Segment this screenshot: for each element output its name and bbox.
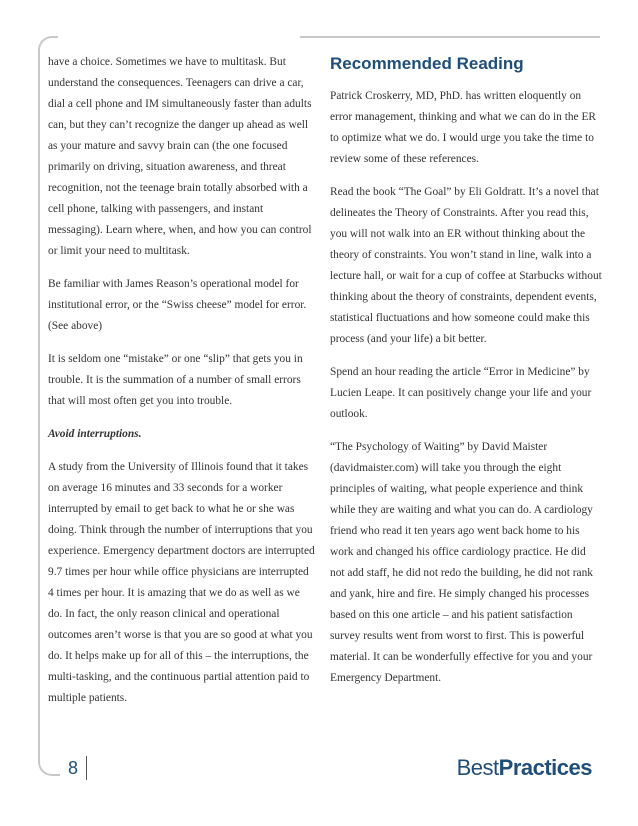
brand-logo-light: Best — [456, 755, 499, 780]
right-paragraph-3: Spend an hour reading the article “Error in Medicine” by Lucien Leape. It can positively change your life and your outlook. — [330, 366, 592, 420]
frame-top-line — [300, 36, 600, 38]
page-number: 8 — [68, 758, 79, 778]
brand-logo-bold: Practices — [498, 755, 592, 780]
subhead-avoid-interruptions: Avoid interruptions. — [48, 428, 142, 440]
right-paragraph-1: Patrick Croskerry, MD, PhD. has written eloquently on error management, thinking and what we can do in the ER to optimize what we do. I would urge you take the time to review some of these references. — [330, 90, 597, 165]
page-footer — [0, 755, 638, 785]
frame-left-line — [38, 52, 40, 762]
page-number-divider — [86, 756, 87, 780]
section-title-recommended-reading: Recommended Reading — [330, 54, 524, 73]
left-paragraph-3: It is seldom one “mistake” or one “slip” that gets you in trouble. It is the summation of a number of small errors that will most often get you into trouble. — [48, 353, 303, 407]
left-paragraph-4: A study from the University of Illinois found that it takes on average 16 minutes and 33 seconds for a worker interrupted by email to get back to what he or she was doing. Think through the number of interruptions that you experience. Emergency department doctors are interrupted 9.7 times per hour while office physicians are interrupted 4 times per hour. It is amazing that we do as well as we do. In fact, the only reason clinical and operational outcomes aren’t worse is that you are so good at what you do. It helps make up for all of this – the interruptions, the multi-tasking, and the continuous partial attention paid to multiple patients. — [48, 461, 315, 704]
left-paragraph-2: Be familiar with James Reason’s operational model for institutional error, or the “Swiss cheese” model for error. (See above) — [48, 278, 307, 332]
right-paragraph-4: “The Psychology of Waiting” by David Maister (davidmaister.com) will take you through the eight principles of waiting, what people experience and think while they are waiting and what you can do. A cardiology friend who read it ten years ago went back home to his work and changed his office cardiology practice. He did not add staff, he did not redo the building, he did not rank and yank, hire and fire. He simply changed his processes based on this one article – and his patient satisfaction survey results went from worst to first. This is powerful material. It can be wonderfully effective for you and your Emergency Department. — [330, 441, 593, 684]
left-paragraph-1: have a choice. Sometimes we have to multitask. But understand the consequences. Teenagers can drive a car, dial a cell phone and IM simultaneously faster than adults can, but they can’t recognize the danger up ahead as well as your mature and savvy brain can (the one focused primarily on driving, situation awareness, and threat recognition, not the teenage brain totally absorbed with a cell phone, talking with passengers, and instant messaging). Learn where, when, and how you can control or limit your need to multitask. — [48, 56, 312, 257]
right-paragraph-2: Read the book “The Goal” by Eli Goldratt. It’s a novel that delineates the Theory of Constraints. After you read this, you will not walk into an ER without thinking about the theory of constraints. You won’t stand in line, walk into a lecture hall, or wait for a cup of coffee at Starbucks without thinking about the theory of constraints, dependent events, statistical fluctuations and how someone could make this process (and your life) a bit better. — [330, 186, 602, 345]
left-column — [48, 52, 316, 721]
right-column — [330, 52, 602, 701]
brand-logo — [457, 755, 592, 781]
